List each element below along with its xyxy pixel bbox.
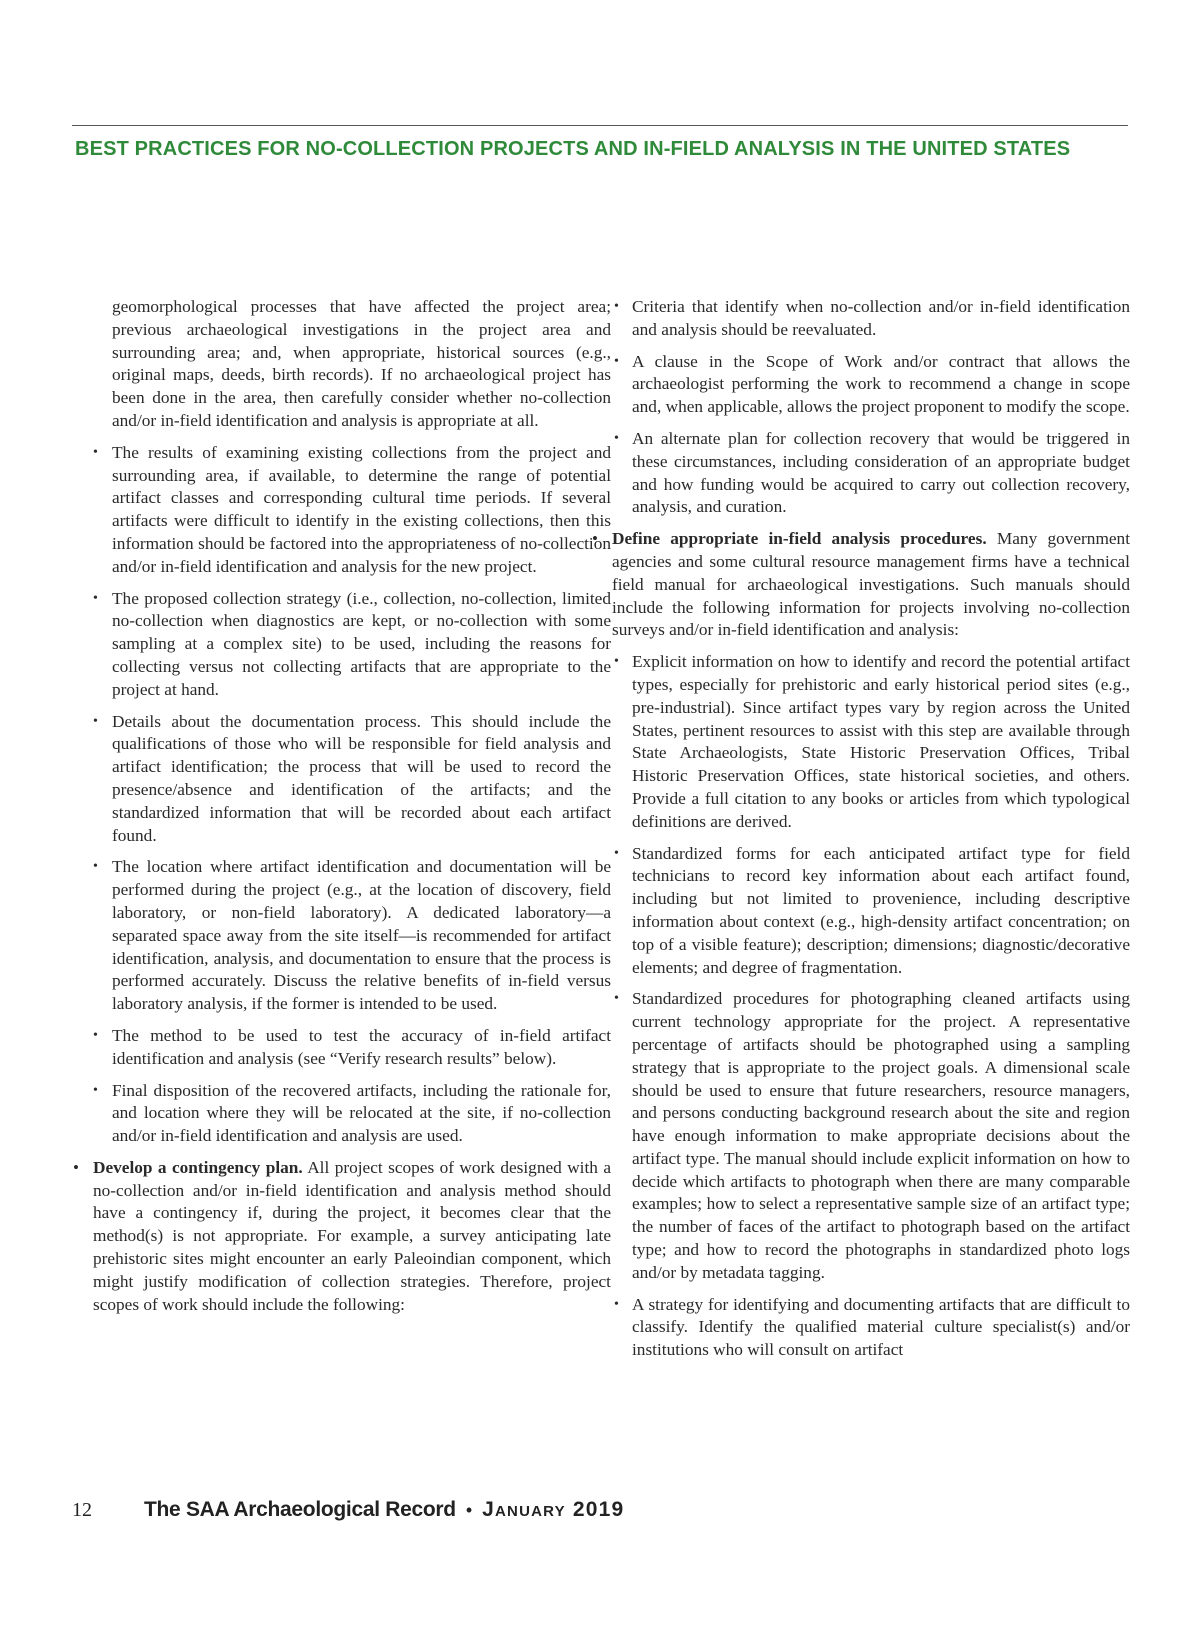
journal-title: The SAA Archaeological Record (144, 1498, 456, 1521)
list-item: • A strategy for identifying and documenting artifacts that are difficult to classify. Identify the qualified material culture specialist(s) and/or institutions who will consult on artifact (612, 1294, 1130, 1362)
list-item: • Details about the documentation process. This should include the qualifications of those who will be responsible for field analysis and artifact identification; the process that will be used to record the presence/absence and identification of the artifacts; and the standardized information that will be recorded about each artifact found. (73, 711, 611, 848)
list-item: • The method to be used to test the accuracy of in-field artifact identification and analysis (see “Verify research results” below). (73, 1025, 611, 1071)
contingency-plan-item (73, 1157, 611, 1317)
header-rule (72, 125, 1128, 126)
continued-paragraph: geomorphological processes that have affected the project area; previous archaeological investigations in the project area and surrounding area; and, when appropriate, historical sources (e.g., original maps, deeds, birth records). If no archaeological project has been done in the area, then carefully consider whether no-collection and/or in-field identification and analysis is appropriate at all. (112, 297, 611, 430)
list-item: • The results of examining existing collections from the project and surrounding area, if available, to determine the range of potential artifact classes and corresponding cultural time periods. If several artifacts were difficult to identify in the existing collections, then this information should be factored into the appropriateness of no-collection and/or in-field identification and analysis for the new project. (73, 442, 611, 579)
nested-bullet-list (612, 651, 1130, 1362)
list-item: • Standardized forms for each anticipated artifact type for field technicians to record key information about each artifact found, including but not limited to provenience, including descriptive information about context (e.g., high-density artifact concentration; on top of a visible feature); description; dimensions; diagnostic/decorative elements; and degree of fragmentation. (612, 843, 1130, 980)
item-text: All project scopes of work designed with a no-collection and/or in-field identification and analysis method should have a contingency if, during the project, it becomes clear that the method(s) is not appropriate. For example, a survey anticipating late prehistoric sites might encounter an early Paleoindian component, which might justify modification of collection strategies. Therefore, project scopes of work should include the following: (93, 1157, 612, 1314)
right-sub-bullet-list (592, 296, 1130, 519)
footer-separator: • (465, 1500, 473, 1520)
list-item: • Standardized procedures for photographing cleaned artifacts using current technology appropriate for the project. A representative percentage of artifacts should be photographed using a sampling strategy that is appropriate to the project goals. A dimensional scale should be used to ensure that future researchers, resource managers, and persons conducting background research about the site and region have enough information to make appropriate decisions about the artifact type. The manual should include explicit information on how to decide which artifacts to photograph when there are many comparable examples; how to select a representative sample size of an artifact type; the number of faces of the artifact to photograph based on the artifact type; and how to record the photographs in standardized photo logs and/or by metadata tagging. (612, 988, 1130, 1284)
left-main-bullet-list (73, 1157, 611, 1317)
running-head: BEST PRACTICES FOR NO-COLLECTION PROJECTS AND IN-FIELD ANALYSIS IN THE UNITED STATES (75, 138, 1071, 160)
list-item: • The location where artifact identification and documentation will be performed during the project (e.g., at the location of discovery, field laboratory, or non-field laboratory). A dedicated laboratory—a separated space away from the site itself—is recommended for artifact identification, analysis, and documentation to ensure that the process is performed accurately. Discuss the relative benefits of in-field versus laboratory analysis, if the former is intended to be used. (73, 856, 611, 1016)
item-text: Many government agencies and some cultural resource management firms have a technical field manual for archaeological investigations. Such manuals should include the following information for projects involving no-collection surveys and/or in-field identification and analysis: (612, 529, 1130, 640)
list-item: • The proposed collection strategy (i.e., collection, no-collection, limited no-collection when diagnostics are kept, or no-collection with some sampling at a complex site) to be used, including the reasons for collecting versus not collecting artifacts that are appropriate to the project at hand. (73, 588, 611, 702)
list-item: • Final disposition of the recovered artifacts, including the rationale for, and location where they will be relocated at the site, if no-collection and/or in-field identification and analysis are used. (73, 1080, 611, 1148)
left-sub-bullet-list (73, 442, 611, 1148)
list-item: • Explicit information on how to identify and record the potential artifact types, especially for prehistoric and early historical period sites (e.g., pre-industrial). Since artifact types vary by region across the United States, pertinent resources to assist with this step are available through State Archaeologists, State Historic Preservation Offices, Tribal Historic Preservation Offices, state historical societies, and others. Provide a full citation to any books or articles from which typological definitions are derived. (612, 651, 1130, 833)
right-column (592, 296, 1130, 1371)
item-lead: Define appropriate in-field analysis procedures. (612, 529, 987, 549)
item-lead: Develop a contingency plan. (93, 1157, 303, 1177)
list-item: • An alternate plan for collection recovery that would be triggered in these circumstances, including consideration of an appropriate budget and how funding would be acquired to carry out collection recovery, analysis, and curation. (592, 428, 1130, 519)
page-number: 12 (72, 1499, 92, 1521)
right-main-bullet-list (592, 528, 1130, 1362)
issue-date: January 2019 (482, 1498, 625, 1521)
footer (72, 1496, 624, 1522)
left-column (73, 296, 611, 1325)
infield-procedures-item (592, 528, 1130, 1362)
list-item: • Criteria that identify when no-collection and/or in-field identification and analysis should be reevaluated. (592, 296, 1130, 342)
list-item: • A clause in the Scope of Work and/or contract that allows the archaeologist performing the work to recommend a change in scope and, when applicable, allows the project proponent to modify the scope. (592, 351, 1130, 419)
